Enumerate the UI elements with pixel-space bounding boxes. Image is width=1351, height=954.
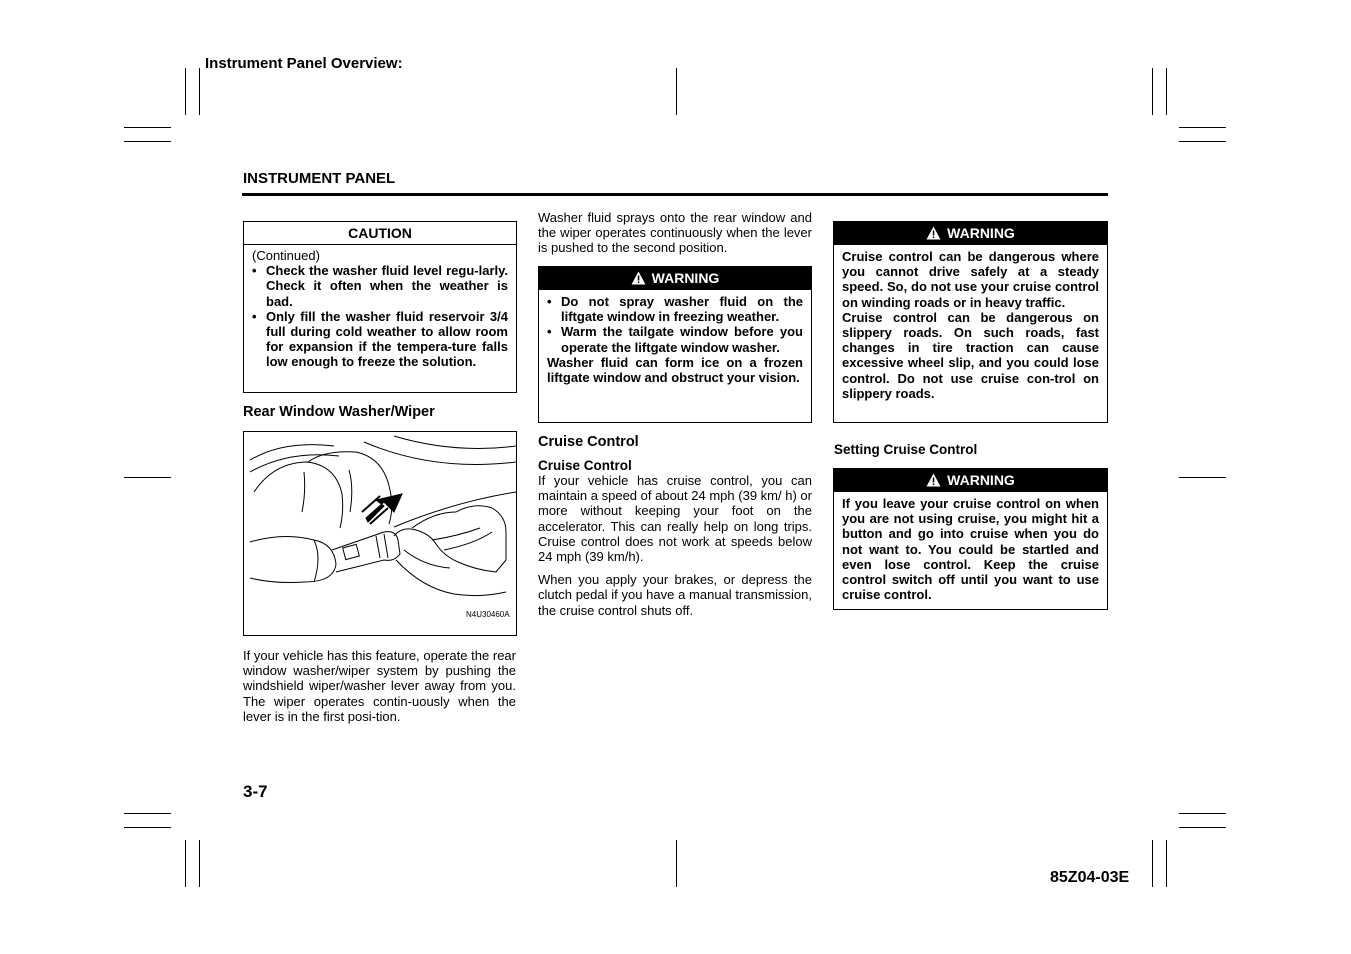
wiper-lever-drawing — [244, 432, 516, 635]
washer-warning-box — [538, 266, 812, 423]
document-code: 85Z04-03E — [1050, 869, 1130, 886]
warning-title: WARNING — [947, 225, 1015, 241]
rear-washer-heading: Rear Window Washer/Wiper — [243, 404, 435, 420]
warning-item: • Warm the tailgate window before you operate the liftgate window washer. — [547, 324, 803, 354]
warning-item: • Do not spray washer fluid on the liftgate window in freezing weather. — [547, 294, 803, 324]
warning-triangle-icon — [631, 271, 646, 285]
warning-text: Cruise control can be dangerous on slippery roads. On such roads, fast changes in tire traction can cause excessive wheel slip, and you could lose control. Do not use cruise con-trol on slippery roads. — [842, 309, 1099, 401]
warning-title: WARNING — [651, 270, 720, 286]
caution-item: • Check the washer fluid level regu-larly. Check it often when the weather is bad. — [252, 263, 508, 309]
cruise-heading: Cruise Control — [538, 434, 639, 450]
rear-washer-text: If your vehicle has this feature, operate the rear window washer/wiper system by pushing the windshield wiper/washer lever away from you. The wiper operates contin-uously when the lever is in the first posi-tion. — [243, 648, 516, 724]
warning-text: Cruise control can be dangerous where you cannot drive safely at a steady speed. So, do not use your cruise control on winding roads or in heavy traffic. — [842, 249, 1099, 310]
cruise-subheading: Cruise Control — [538, 458, 632, 473]
page-header: Instrument Panel Overview: — [205, 55, 403, 72]
setting-cruise-heading: Setting Cruise Control — [834, 442, 978, 457]
warning-title: WARNING — [947, 472, 1015, 488]
caution-continued: (Continued) — [252, 248, 320, 263]
warning-text: If you leave your cruise control on when you are not using cruise, you might hit a button and go into cruise when you do not want to. You could be startled and even lose control. Keep the cruise control switch off until you want to use cruise control. — [842, 496, 1099, 603]
caution-box — [243, 221, 517, 393]
caution-title: CAUTION — [244, 222, 516, 245]
header-rule — [242, 193, 1108, 196]
cruise-text-1: If your vehicle has cruise control, you can maintain a speed of about 24 mph (39 km/ h) or more without keeping your foot on the accelerator. This can really help on long trips. Cruise control does not work at speeds below 24 mph (39 km/h). — [538, 473, 812, 565]
warning-text: Washer fluid can form ice on a frozen liftgate window and obstruct your vision. — [547, 354, 803, 386]
cruise-warning-box — [833, 221, 1108, 423]
warning-triangle-icon — [926, 473, 941, 487]
page-number: 3-7 — [243, 782, 268, 801]
washer-intro-text: Washer fluid sprays onto the rear window and the wiper operates continuously when the lever is pushed to the second position. — [538, 210, 812, 256]
section-title: INSTRUMENT PANEL — [243, 170, 396, 187]
wiper-illustration — [243, 431, 517, 636]
caution-item: • Only fill the washer fluid reservoir 3/4 full during cold weather to allow room for expansion if the tempera-ture falls low enough to freeze the solution. — [252, 309, 508, 370]
cruise-text-2: When you apply your brakes, or depress the clutch pedal if you have a manual transmission, the cruise control shuts off. — [538, 572, 812, 618]
figure-code: N4U30460A — [466, 610, 510, 619]
warning-triangle-icon — [926, 226, 941, 240]
setting-warning-box — [833, 468, 1108, 610]
